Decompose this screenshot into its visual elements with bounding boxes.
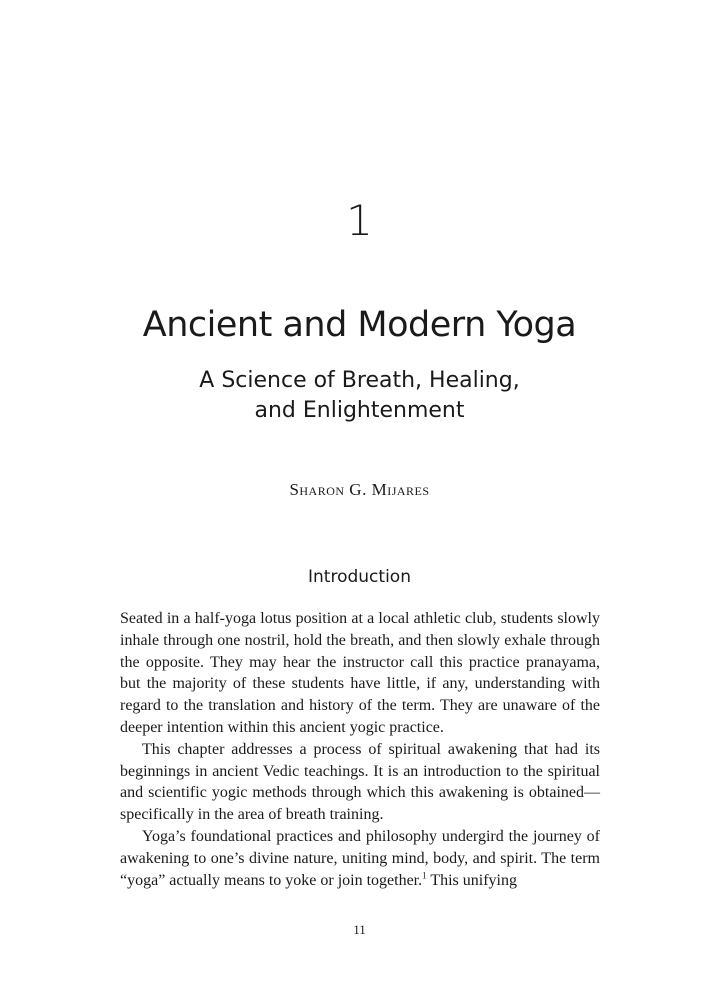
paragraph bbox=[120, 826, 600, 891]
chapter-subtitle-line-2: and Enlightenment bbox=[254, 398, 465, 423]
page-number: 11 bbox=[353, 922, 366, 937]
chapter-subtitle-line-1: A Science of Breath, Healing, bbox=[199, 368, 520, 393]
author-name: Sharon G. Mijares bbox=[289, 480, 430, 499]
body-text bbox=[120, 608, 600, 891]
paragraph: This chapter addresses a process of spiritual awakening that had its beginnings in ancient Vedic teachings. It is an introduction to the spiritual and scientific yogic methods through which this awakening is obtained—specifically in the area of breath training. bbox=[120, 740, 600, 824]
paragraph-text-tail: This unifying bbox=[426, 871, 517, 889]
footnote-reference[interactable]: 1 bbox=[422, 870, 427, 881]
chapter-subtitle bbox=[0, 366, 719, 426]
chapter-number: 1 bbox=[346, 196, 373, 245]
paragraph-text: Yoga’s foundational practices and philosophy undergird the journey of awakening to one’s divine nature, uniting mind, body, and spirit. The term “yoga” actually means to yoke or join together. bbox=[120, 827, 600, 889]
section-heading: Introduction bbox=[308, 567, 411, 587]
paragraph: Seated in a half-yoga lotus position at a local athletic club, students slowly inhale through one nostril, hold the breath, and then slowly exhale through the opposite. They may hear the instructor call this practice pranayama, but the majority of these students have little, if any, understanding with regard to the translation and history of the term. They are unaware of the deeper intention within this ancient yogic practice. bbox=[120, 610, 600, 736]
chapter-title: Ancient and Modern Yoga bbox=[142, 305, 577, 345]
